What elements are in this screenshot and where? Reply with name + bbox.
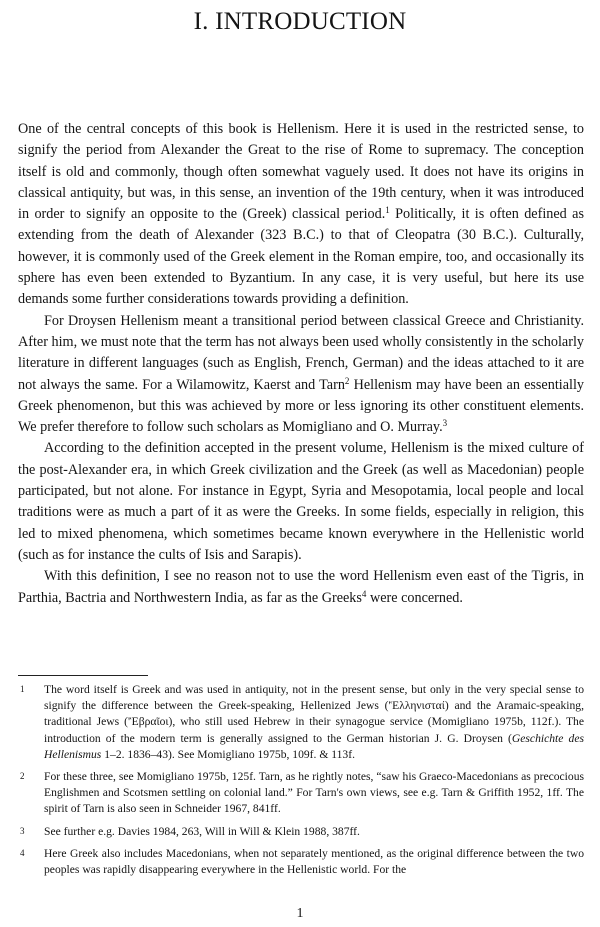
footnote: 2 For these three, see Momigliano 1975b, 125f. Tarn, as he rightly notes, “saw his Graeco-Macedonians as precocious Englishmen and Scotsmen settling on colonial land.” For Tarn's own views, see e.g. Tarn & Griffith 1952, 1ff. The spirit of Tarn is also seen in Schneider 1967, 841ff. xyxy=(20,770,584,816)
footnote-ref[interactable]: 2 xyxy=(344,375,350,386)
chapter-title: I. INTRODUCTION xyxy=(193,8,407,35)
body-text xyxy=(18,119,584,609)
footnote-ref[interactable]: 1 xyxy=(385,205,390,216)
footnote-number: 4 xyxy=(20,847,25,858)
footnote-number: 3 xyxy=(20,825,25,836)
footnote-ref[interactable]: 4 xyxy=(361,588,367,599)
footnote: 1 The word itself is Greek and was used in antiquity, not in the present sense, but only in the very special sense to signify the difference between the Greek-speaking, Hellenized Jews ('Ἑλληνισταί) and the Aramaic-speaking, traditional Jews ('Ἑβραῖοι), who still used Hebrew in their synagogue service (Momigliano 1975b, 112f.). The introduction of the modern term is generally assigned to the German historian J. G. Droysen (Geschichte des Hellenismus 1–2. 1836–43). See Momigliano 1975b, 109f. & 113f. xyxy=(20,683,585,761)
footnote-number: 1 xyxy=(20,684,25,694)
page-number: 1 xyxy=(296,906,304,921)
footnote-ref[interactable]: 3 xyxy=(442,418,448,429)
footnotes xyxy=(18,682,584,884)
footnote-number: 2 xyxy=(20,771,25,782)
book-title: Geschichte des Hellenismus xyxy=(44,731,585,761)
footnote-divider xyxy=(18,675,148,676)
paragraph: With this definition, I see no reason not to use the word Hellenism even east of the Tigris, in Parthia, Bactria and Northwestern India, as far as the Greeks$^4$ were concerned. xyxy=(18,568,584,606)
paragraph: For Droysen Hellenism meant a transitional period between classical Greece and Christianity. After him, we must note that the term has not always been used wholly consistently in the scholarly literature in different languages (such as English, French, German) and the ideas attached to it are not always the same. For a Wilamowitz, Kaerst and Tarn$^2$ Hellenism may have been an essentially Greek phenomenon, but this was achieved by more or less ignoring its other constituent elements. We prefer therefore to follow such scholars as Momigliano and O. Murray.$^3$ xyxy=(18,312,584,436)
footnote: 4 Here Greek also includes Macedonians, when not separately mentioned, as the original difference between the two peoples was rapidly disappearing everywhere in the Hellenistic world. For the xyxy=(20,846,584,877)
footnote: 3 See further e.g. Davies 1984, 263, Will in Will & Klein 1988, 387ff. xyxy=(20,824,360,838)
paragraph: One of the central concepts of this book is Hellenism. Here it is used in the restricted sense, to signify the period from Alexander the Great to the rise of Rome to supremacy. The conception itself is old and commonly, though often somewhat vaguely used. It does not have its origins in classical antiquity, but was, in this sense, an invention of the 19th century, when it was introduced in order to signify an opposite to the (Greek) classical period.$^1$ Politically, it is often defined as extending from the death of Alexander (323 B.C.) to that of Cleopatra (30 B.C.). Culturally, however, it is commonly used of the Greek element in the Roman empire, too, and occasionally its sphere has even been extended to Byzantium. In any case, it is very useful, but here its use demands some further considerations towards providing a definition. xyxy=(18,121,584,308)
paragraph: According to the definition accepted in the present volume, Hellenism is the mixed culture of the post-Alexander era, in which Greek civilization and the Greek (as well as Macedonian) people participated, but not alone. For instance in Egypt, Syria and Mesopotamia, local people and local traditions were as much a part of it as were the Greeks. In some fields, especially in religion, this led to mixed phenomena, which sometimes became known everywhere in the Hellenistic world (such as for instance the cults of Isis and Sarapis). xyxy=(18,440,584,563)
